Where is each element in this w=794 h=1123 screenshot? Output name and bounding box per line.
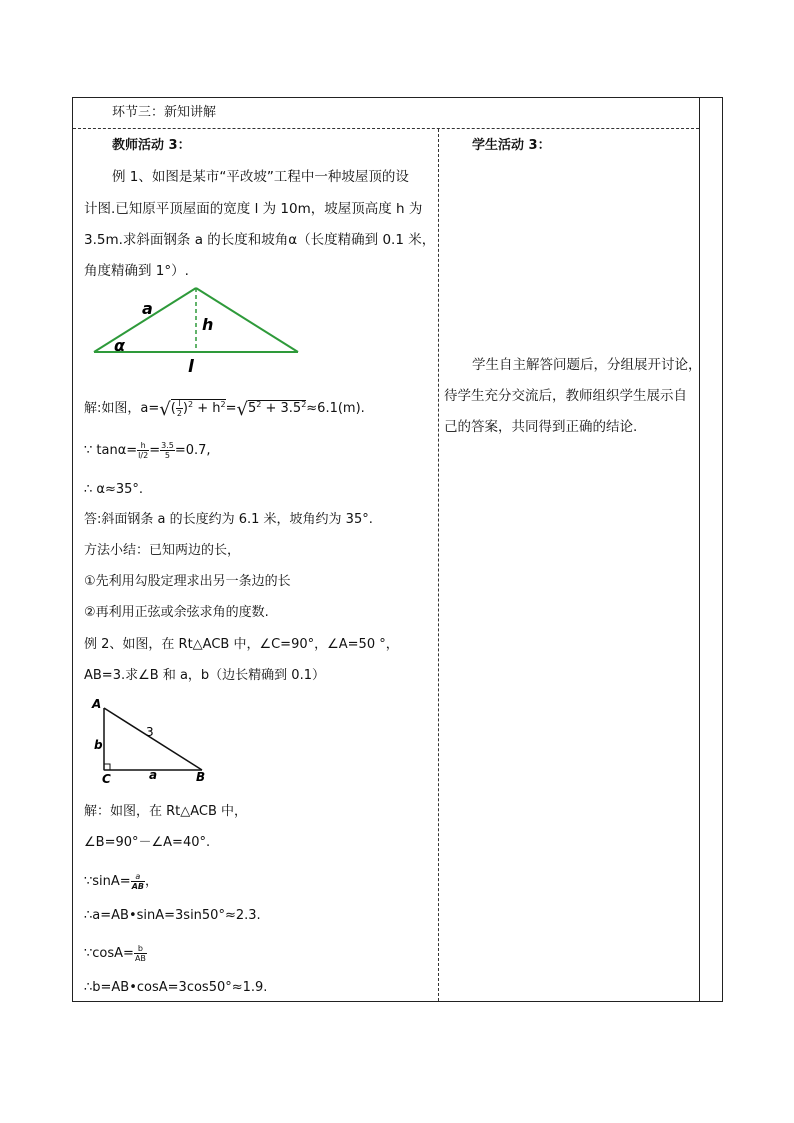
ex2-line: 例 2、如图，在 Rt△ACB 中，∠C=90°，∠A=50 °， [84, 637, 399, 652]
student-heading: 学生活动 3： [472, 138, 551, 153]
tan-line: ∵ tanα= $\frac{h}{l/2}$ = $\frac{3.5}{5}$ =0.7, [84, 441, 211, 460]
column-divider [438, 129, 439, 1001]
label-hyp: 3 [146, 725, 154, 739]
header-divider [73, 128, 699, 129]
ex1-line: 例 1、如图是某市“平改坡”工程中一种坡屋顶的设 [112, 169, 409, 185]
student-line: 学生自主解答问题后，分组展开讨论， [472, 357, 702, 373]
label-C: C [102, 772, 111, 786]
ex1-line: 计图.已知原平顶屋面的宽度 l 为 10m，坡屋顶高度 h 为 [84, 201, 423, 217]
slope-a [94, 288, 196, 352]
sin-line: ∵sinA= $\frac{a}{AB}$ ， [84, 872, 158, 891]
right-margin-line [699, 97, 700, 1002]
solution2-line: 解：如图，在 Rt△ACB 中， [84, 804, 248, 819]
student-line: 己的答案，共同得到正确的结论. [444, 419, 638, 435]
solution2-line: ∠B=90°－∠A=40°. [84, 835, 211, 850]
section-title: 环节三：新知讲解 [112, 105, 217, 120]
right-triangle-figure [88, 694, 218, 786]
solution2-line: ∴a=AB•sinA=3sin50°≈2.3. [84, 908, 261, 923]
solution1-line: 解:如图，a=√( $\frac{l}{2}$ )$^2 + h^2=√5^2 + 3.5^2\approx 6.1(m)$. [84, 399, 365, 420]
label-l: l [188, 357, 194, 374]
label-A: A [92, 697, 102, 711]
solution2-line: ∴b=AB•cosA=3cos50°≈1.9. [84, 980, 268, 995]
label-B: B [196, 770, 206, 784]
ex2-line: AB=3.求∠B 和 a，b（边长精确到 0.1） [84, 668, 325, 683]
hypotenuse [104, 708, 202, 770]
label-h: h [202, 315, 214, 334]
label-a: a [149, 768, 158, 782]
alpha-result: ∴ α≈35°. [84, 482, 144, 497]
ex1-line: 3.5m.求斜面钢条 a 的长度和坡角α（长度精确到 0.1 米， [84, 232, 436, 248]
cos-line: ∵cosA= $\frac{b}{AB}$ [84, 944, 146, 963]
answer1: 答:斜面钢条 a 的长度约为 6.1 米，坡角约为 35°. [84, 512, 373, 527]
method-line: ①先利用勾股定理求出另一条边的长 [84, 574, 291, 589]
roof-triangle-figure [86, 282, 306, 374]
method-line: 方法小结：已知两边的长， [84, 543, 241, 558]
ex1-line: 角度精确到 1°）. [84, 263, 189, 279]
teacher-heading: 教师活动 3： [112, 138, 191, 153]
label-b: b [94, 738, 103, 752]
student-line: 待学生充分交流后，教师组织学生展示自 [444, 388, 687, 404]
label-a: a [142, 299, 153, 318]
method-line: ②再利用正弦或余弦求角的度数. [84, 605, 269, 620]
label-alpha: α [114, 336, 125, 355]
right-angle-mark [104, 764, 110, 770]
